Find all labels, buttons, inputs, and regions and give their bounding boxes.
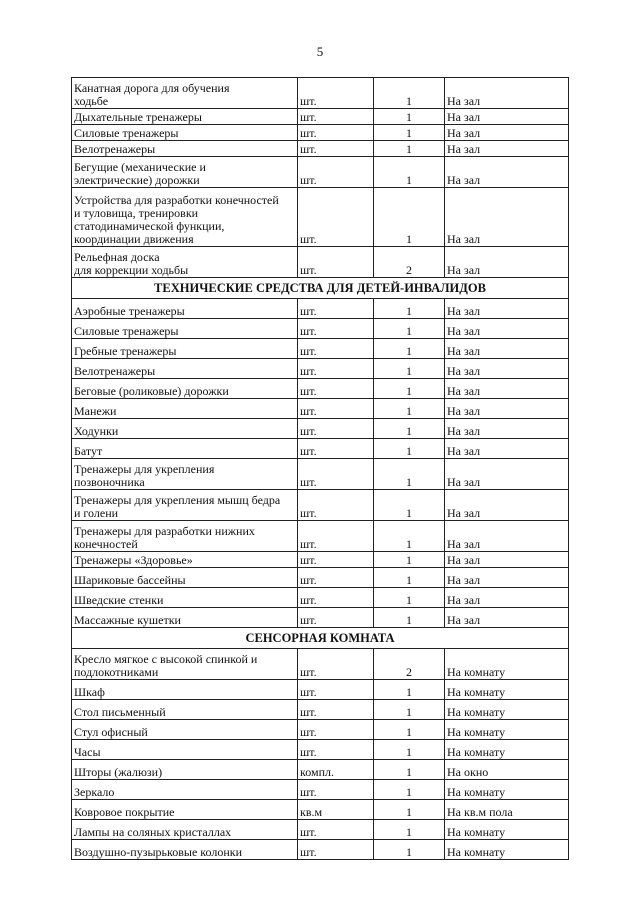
item-name-cell: Ковровое покрытие [72,800,298,820]
note-cell: На зал [445,459,569,490]
item-name-cell: Гребные тренажеры [72,339,298,359]
table-row [72,700,569,720]
unit-cell: шт. [298,588,374,608]
quantity-cell: 1 [374,125,445,141]
item-name-cell: Беговые (роликовые) дорожки [72,379,298,399]
quantity-cell: 1 [374,800,445,820]
item-name-cell: Шариковые бассейны [72,568,298,588]
unit-cell: шт. [298,552,374,568]
note-cell: На комнату [445,740,569,760]
unit-cell: шт. [298,820,374,840]
unit-cell: шт. [298,247,374,278]
item-name-cell: Часы [72,740,298,760]
note-cell: На зал [445,109,569,125]
table-row [72,740,569,760]
item-name-cell: Силовые тренажеры [72,125,298,141]
note-cell: На комнату [445,720,569,740]
note-cell: На комнату [445,780,569,800]
table-row [72,299,569,319]
unit-cell: шт. [298,840,374,860]
quantity-cell: 1 [374,760,445,780]
item-name-cell: Шкаф [72,680,298,700]
unit-cell: шт. [298,700,374,720]
section-title: СЕНСОРНАЯ КОМНАТА [72,628,569,649]
table-row [72,439,569,459]
item-name-cell: Массажные кушетки [72,608,298,628]
note-cell: На комнату [445,820,569,840]
item-name-cell: Шторы (жалюзи) [72,760,298,780]
unit-cell: шт. [298,780,374,800]
equipment-table [71,77,569,860]
note-cell: На комнату [445,840,569,860]
quantity-cell: 1 [374,78,445,109]
item-name-cell: Манежи [72,399,298,419]
note-cell: На зал [445,439,569,459]
note-cell: На зал [445,339,569,359]
table-row [72,760,569,780]
table-row [72,800,569,820]
section-header-row [72,628,569,649]
unit-cell: шт. [298,490,374,521]
table-row [72,568,569,588]
quantity-cell: 1 [374,490,445,521]
equipment-table-body [72,78,569,860]
quantity-cell: 1 [374,720,445,740]
unit-cell: шт. [298,109,374,125]
table-row [72,649,569,680]
table-row [72,552,569,568]
unit-cell: шт. [298,680,374,700]
quantity-cell: 1 [374,521,445,552]
note-cell: На комнату [445,680,569,700]
quantity-cell: 1 [374,780,445,800]
item-name-cell: Бегущие (механические и электрические) дорожки [72,157,298,188]
quantity-cell: 1 [374,680,445,700]
unit-cell: шт. [298,125,374,141]
item-name-cell: Батут [72,439,298,459]
quantity-cell: 1 [374,299,445,319]
table-row [72,157,569,188]
quantity-cell: 1 [374,820,445,840]
item-name-cell: Канатная дорога для обучения ходьбе [72,78,298,109]
item-name-cell: Зеркало [72,780,298,800]
quantity-cell: 1 [374,439,445,459]
table-row [72,490,569,521]
table-row [72,141,569,157]
item-name-cell: Тренажеры для укрепления мышц бедра и голени [72,490,298,521]
unit-cell: шт. [298,608,374,628]
table-row [72,188,569,247]
note-cell: На зал [445,125,569,141]
table-row [72,379,569,399]
table-row [72,521,569,552]
item-name-cell: Устройства для разработки конечностей и туловища, тренировки статодинамической функции, координации движения [72,188,298,247]
table-row [72,399,569,419]
note-cell: На комнату [445,649,569,680]
table-row [72,680,569,700]
table-row [72,840,569,860]
note-cell: На зал [445,157,569,188]
note-cell: На зал [445,490,569,521]
note-cell: На зал [445,419,569,439]
note-cell: На зал [445,299,569,319]
note-cell: На зал [445,141,569,157]
table-row [72,459,569,490]
table-row [72,247,569,278]
section-header-row [72,278,569,299]
page-number: 5 [316,44,324,59]
quantity-cell: 1 [374,319,445,339]
item-name-cell: Кресло мягкое с высокой спинкой и подлокотниками [72,649,298,680]
note-cell: На зал [445,399,569,419]
item-name-cell: Стул офисный [72,720,298,740]
unit-cell: шт. [298,319,374,339]
quantity-cell: 1 [374,141,445,157]
table-row [72,339,569,359]
unit-cell: компл. [298,760,374,780]
quantity-cell: 1 [374,188,445,247]
quantity-cell: 1 [374,419,445,439]
note-cell: На окно [445,760,569,780]
table-row [72,588,569,608]
unit-cell: шт. [298,339,374,359]
unit-cell: кв.м [298,800,374,820]
note-cell: На комнату [445,700,569,720]
table-row [72,419,569,439]
table-row [72,780,569,800]
table-row [72,608,569,628]
note-cell: На зал [445,247,569,278]
unit-cell: шт. [298,188,374,247]
quantity-cell: 1 [374,740,445,760]
quantity-cell: 1 [374,700,445,720]
unit-cell: шт. [298,78,374,109]
unit-cell: шт. [298,141,374,157]
quantity-cell: 1 [374,459,445,490]
item-name-cell: Рельефная доска для коррекции ходьбы [72,247,298,278]
note-cell: На зал [445,608,569,628]
note-cell: На зал [445,379,569,399]
item-name-cell: Стол письменный [72,700,298,720]
quantity-cell: 1 [374,379,445,399]
item-name-cell: Шведские стенки [72,588,298,608]
item-name-cell: Воздушно-пузырьковые колонки [72,840,298,860]
item-name-cell: Силовые тренажеры [72,319,298,339]
note-cell: На кв.м пола [445,800,569,820]
quantity-cell: 1 [374,568,445,588]
quantity-cell: 1 [374,359,445,379]
table-row [72,359,569,379]
table-row [72,109,569,125]
quantity-cell: 1 [374,608,445,628]
table-row [72,319,569,339]
quantity-cell: 1 [374,109,445,125]
section-title: ТЕХНИЧЕСКИЕ СРЕДСТВА ДЛЯ ДЕТЕЙ-ИНВАЛИДОВ [72,278,569,299]
item-name-cell: Ходунки [72,419,298,439]
unit-cell: шт. [298,399,374,419]
note-cell: На зал [445,521,569,552]
item-name-cell: Тренажеры для разработки нижних конечностей [72,521,298,552]
unit-cell: шт. [298,521,374,552]
table-row [72,720,569,740]
table-row [72,820,569,840]
table-row [72,78,569,109]
note-cell: На зал [445,78,569,109]
quantity-cell: 1 [374,588,445,608]
table-row [72,125,569,141]
note-cell: На зал [445,359,569,379]
unit-cell: шт. [298,740,374,760]
unit-cell: шт. [298,419,374,439]
quantity-cell: 2 [374,247,445,278]
quantity-cell: 1 [374,339,445,359]
item-name-cell: Лампы на соляных кристаллах [72,820,298,840]
unit-cell: шт. [298,649,374,680]
quantity-cell: 1 [374,157,445,188]
quantity-cell: 2 [374,649,445,680]
item-name-cell: Велотренажеры [72,141,298,157]
unit-cell: шт. [298,568,374,588]
quantity-cell: 1 [374,552,445,568]
unit-cell: шт. [298,299,374,319]
quantity-cell: 1 [374,840,445,860]
item-name-cell: Тренажеры «Здоровье» [72,552,298,568]
unit-cell: шт. [298,157,374,188]
item-name-cell: Тренажеры для укрепления позвоночника [72,459,298,490]
note-cell: На зал [445,568,569,588]
note-cell: На зал [445,319,569,339]
quantity-cell: 1 [374,399,445,419]
note-cell: На зал [445,552,569,568]
item-name-cell: Велотренажеры [72,359,298,379]
unit-cell: шт. [298,459,374,490]
unit-cell: шт. [298,359,374,379]
unit-cell: шт. [298,720,374,740]
note-cell: На зал [445,188,569,247]
unit-cell: шт. [298,439,374,459]
item-name-cell: Дыхательные тренажеры [72,109,298,125]
note-cell: На зал [445,588,569,608]
unit-cell: шт. [298,379,374,399]
item-name-cell: Аэробные тренажеры [72,299,298,319]
